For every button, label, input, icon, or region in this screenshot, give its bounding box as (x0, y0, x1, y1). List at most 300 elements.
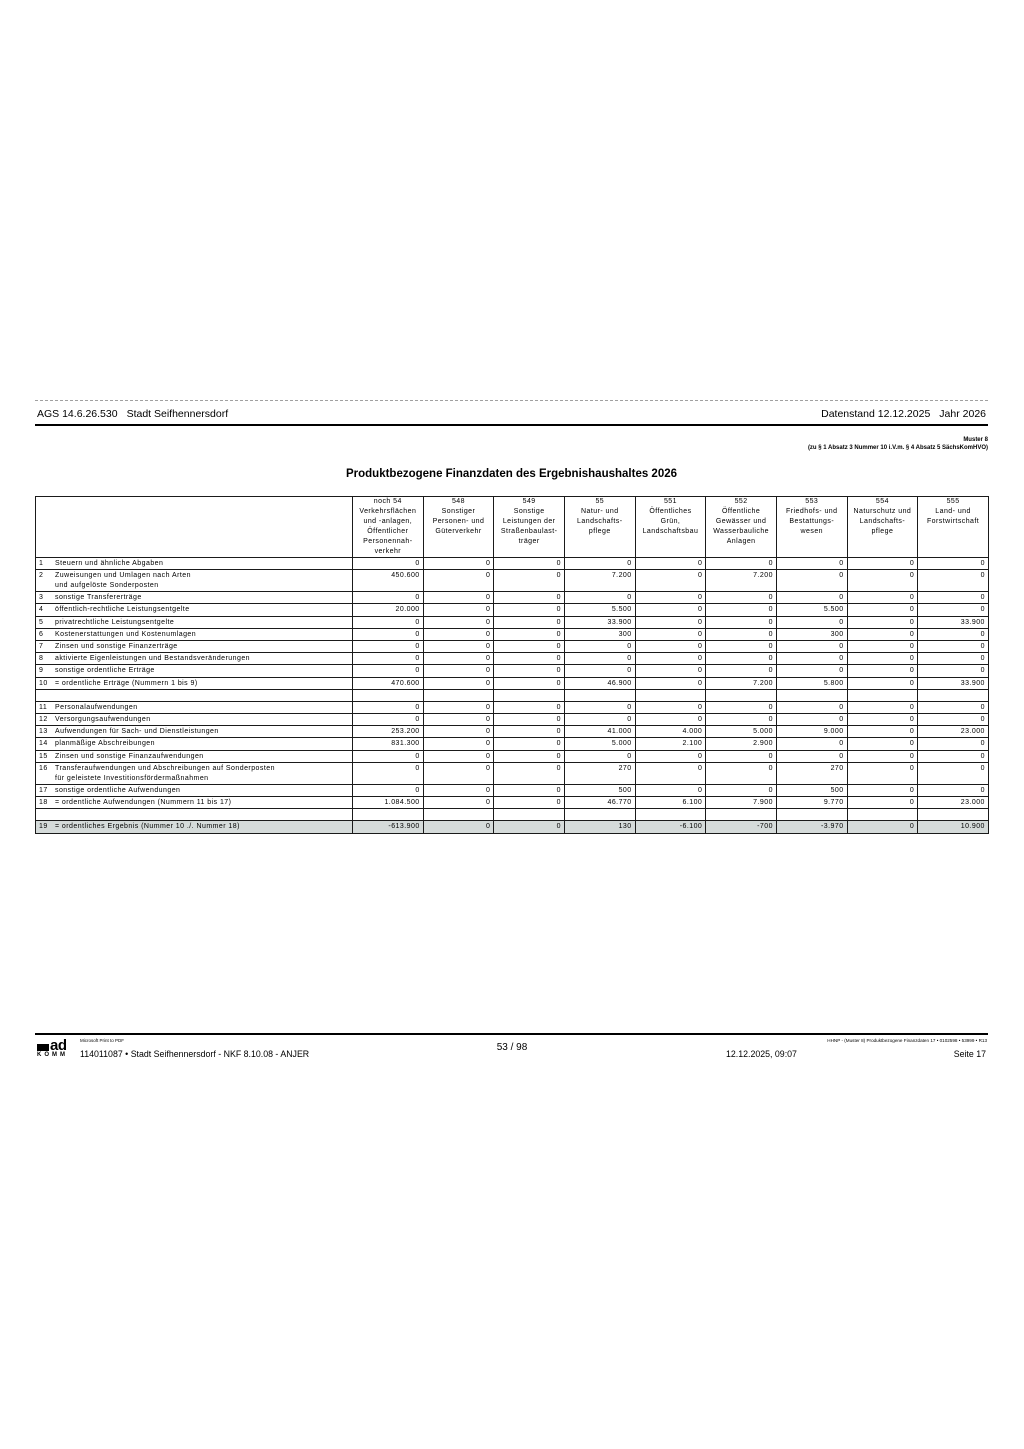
row-label-cell (36, 640, 353, 652)
table-row (36, 714, 989, 726)
value-cell: 450.600 (353, 570, 424, 592)
page-counter: 53 / 98 (496, 1042, 528, 1053)
value-cell: 5.800 (776, 677, 847, 689)
row-number: 3 (39, 594, 44, 602)
value-cell: 0 (918, 604, 989, 616)
column-header: 551 Öffentliches Grün, Landschaftsbau (635, 497, 706, 558)
value-cell: 46.770 (564, 797, 635, 809)
row-label: = ordentliches Ergebnis (Nummer 10 ./. Nummer 18) (55, 823, 240, 831)
value-cell: 0 (423, 592, 494, 604)
value-cell: 0 (353, 714, 424, 726)
value-cell: 0 (494, 726, 565, 738)
value-cell: 5.000 (706, 726, 777, 738)
value-cell: 0 (706, 665, 777, 677)
row-number: 2 (39, 572, 44, 580)
column-header: 549 Sonstige Leistungen der Straßenbaulast- träger (494, 497, 565, 558)
form-number: Muster 8 (963, 437, 988, 443)
value-cell: 130 (564, 821, 635, 833)
value-cell: 0 (847, 558, 918, 570)
value-cell: 300 (776, 628, 847, 640)
value-cell (635, 809, 706, 821)
value-cell: 41.000 (564, 726, 635, 738)
value-cell: 0 (353, 558, 424, 570)
value-cell: 0 (776, 653, 847, 665)
value-cell: 0 (564, 640, 635, 652)
row-label: aktivierte Eigenleistungen und Bestandsveränderungen (55, 655, 251, 663)
value-cell: 0 (706, 558, 777, 570)
row-number: 18 (39, 799, 48, 806)
column-header: 552 Öffentliche Gewässer und Wasserbauliche Anlagen (706, 497, 777, 558)
value-cell: 0 (847, 604, 918, 616)
value-cell: 23.000 (918, 797, 989, 809)
value-cell: 0 (776, 714, 847, 726)
value-cell: 0 (423, 726, 494, 738)
table-row (36, 677, 989, 689)
value-cell: 0 (494, 640, 565, 652)
table-row (36, 653, 989, 665)
top-dotted-rule (35, 400, 988, 401)
value-cell (635, 689, 706, 701)
ags-number: AGS 14.6.26.530 (37, 408, 118, 420)
row-label: Zinsen und sonstige Finanzerträge (55, 642, 178, 650)
column-header: 548 Sonstiger Personen- und Güterverkehr (423, 497, 494, 558)
value-cell: 831.300 (353, 738, 424, 750)
value-cell: 0 (423, 558, 494, 570)
value-cell: 0 (635, 714, 706, 726)
table-row (36, 665, 989, 677)
page-number: Seite 17 (953, 1049, 986, 1059)
table-row (36, 750, 989, 762)
value-cell: 0 (353, 665, 424, 677)
value-cell: 20.000 (353, 604, 424, 616)
value-cell: 0 (494, 714, 565, 726)
value-cell: 0 (494, 628, 565, 640)
value-cell: 5.500 (776, 604, 847, 616)
legal-reference: (zu § 1 Absatz 3 Nummer 10 i.V.m. § 4 Absatz 5 SächsKomHVO) (807, 445, 988, 451)
value-cell: 0 (353, 640, 424, 652)
value-cell (564, 689, 635, 701)
value-cell: 0 (918, 750, 989, 762)
value-cell: 0 (847, 784, 918, 796)
value-cell: 0 (423, 628, 494, 640)
row-label: privatrechtliche Leistungsentgelte (55, 618, 175, 626)
value-cell (706, 809, 777, 821)
value-cell: 0 (423, 616, 494, 628)
value-cell: 0 (847, 726, 918, 738)
logo-komm-text: KOMM (37, 1052, 68, 1058)
value-cell: 0 (494, 797, 565, 809)
table-body (36, 558, 989, 834)
value-cell: 300 (564, 628, 635, 640)
value-cell: -700 (706, 821, 777, 833)
value-cell: 0 (776, 750, 847, 762)
row-label: Personalaufwendungen (55, 703, 138, 711)
value-cell: 0 (564, 665, 635, 677)
row-label: Zuweisungen und Umlagen nach Arten und aufgelöste Sonderposten (55, 572, 191, 590)
value-cell: 0 (706, 592, 777, 604)
table-row (36, 701, 989, 713)
value-cell: 23.000 (918, 726, 989, 738)
value-cell (776, 809, 847, 821)
column-header: 555 Land- und Forstwirtschaft (918, 497, 989, 558)
value-cell: 0 (635, 628, 706, 640)
row-label-cell (36, 784, 353, 796)
value-cell: 0 (353, 701, 424, 713)
value-cell (423, 689, 494, 701)
value-cell: 0 (918, 701, 989, 713)
page-header-left (37, 408, 228, 421)
row-number: 8 (39, 655, 44, 663)
value-cell: 0 (847, 714, 918, 726)
value-cell: 0 (635, 570, 706, 592)
page-header (37, 408, 986, 421)
value-cell: 0 (353, 616, 424, 628)
value-cell: 0 (635, 604, 706, 616)
value-cell: 0 (494, 821, 565, 833)
page-header-right (821, 408, 986, 421)
logo-bar (37, 1044, 49, 1051)
value-cell: 0 (706, 784, 777, 796)
municipality-name: Stadt Seifhennersdorf (126, 408, 229, 420)
value-cell: 0 (494, 738, 565, 750)
value-cell: 0 (423, 653, 494, 665)
value-cell (564, 809, 635, 821)
table-row (36, 628, 989, 640)
value-cell: 0 (423, 570, 494, 592)
value-cell: 0 (494, 604, 565, 616)
row-label: = ordentliche Aufwendungen (Nummern 11 bis 17) (55, 799, 232, 806)
form-reference-block (808, 436, 988, 452)
value-cell: 0 (423, 784, 494, 796)
value-cell: 0 (847, 821, 918, 833)
value-cell: 0 (847, 616, 918, 628)
value-cell (494, 809, 565, 821)
value-cell: 0 (776, 738, 847, 750)
value-cell: 0 (423, 640, 494, 652)
value-cell: 0 (494, 616, 565, 628)
label-column-header (36, 497, 353, 558)
value-cell: 0 (423, 750, 494, 762)
row-label-cell (36, 701, 353, 713)
value-cell: 0 (847, 570, 918, 592)
row-label-cell (36, 665, 353, 677)
row-number: 17 (39, 786, 48, 794)
value-cell (706, 689, 777, 701)
value-cell: 0 (918, 653, 989, 665)
row-number: 13 (39, 728, 48, 736)
row-label-cell (36, 604, 353, 616)
value-cell: 0 (635, 784, 706, 796)
value-cell: 0 (776, 616, 847, 628)
value-cell: 0 (494, 558, 565, 570)
table-row (36, 726, 989, 738)
value-cell: 0 (706, 616, 777, 628)
row-label-cell (36, 653, 353, 665)
value-cell: 5.000 (564, 738, 635, 750)
row-label-cell (36, 821, 353, 833)
value-cell: 0 (494, 701, 565, 713)
row-label: sonstige Transfererträge (55, 594, 142, 602)
value-cell: 0 (776, 592, 847, 604)
row-label: Versorgungsaufwendungen (55, 716, 151, 724)
data-date: Datenstand 12.12.2025 (821, 408, 931, 420)
value-cell: 0 (776, 665, 847, 677)
row-label-cell (36, 592, 353, 604)
value-cell: 7.200 (706, 570, 777, 592)
value-cell: 6.100 (635, 797, 706, 809)
value-cell: 0 (564, 653, 635, 665)
row-label: = ordentliche Erträge (Nummern 1 bis 9) (55, 679, 198, 687)
row-label: Kostenerstattungen und Kostenumlagen (55, 630, 197, 638)
value-cell: 0 (635, 592, 706, 604)
row-label: planmäßige Abschreibungen (55, 740, 155, 748)
row-label-cell (36, 689, 353, 701)
value-cell: 4.000 (635, 726, 706, 738)
row-number: 1 (39, 560, 44, 567)
value-cell: 2.100 (635, 738, 706, 750)
value-cell: 0 (918, 592, 989, 604)
row-number: 9 (39, 667, 44, 675)
value-cell: 500 (564, 784, 635, 796)
value-cell: 0 (847, 738, 918, 750)
value-cell: -3.970 (776, 821, 847, 833)
document-id: 114011087 • Stadt Seifhennersdorf - NKF 8.10.08 - ANJER (80, 1049, 310, 1059)
table-row (36, 558, 989, 570)
value-cell: 0 (564, 701, 635, 713)
column-header: 55 Natur- und Landschafts- pflege (564, 497, 635, 558)
value-cell: 0 (918, 738, 989, 750)
value-cell (918, 809, 989, 821)
value-cell: 0 (353, 750, 424, 762)
value-cell: 0 (564, 714, 635, 726)
value-cell: 0 (847, 628, 918, 640)
row-label: Aufwendungen für Sach- und Dienstleistungen (55, 728, 219, 736)
value-cell (494, 689, 565, 701)
row-number: 16 (39, 764, 48, 772)
row-label: sonstige ordentliche Erträge (55, 667, 155, 675)
row-label: Steuern und ähnliche Abgaben (55, 560, 164, 567)
row-number: 5 (39, 618, 44, 626)
finance-table (35, 496, 989, 834)
value-cell: 0 (423, 821, 494, 833)
value-cell: 0 (776, 640, 847, 652)
value-cell: 0 (494, 762, 565, 784)
value-cell: 0 (847, 653, 918, 665)
row-label-cell (36, 570, 353, 592)
value-cell: 0 (635, 640, 706, 652)
value-cell: 0 (706, 701, 777, 713)
row-label-cell (36, 738, 353, 750)
value-cell: 10.900 (918, 821, 989, 833)
value-cell: 0 (706, 640, 777, 652)
value-cell: 0 (494, 665, 565, 677)
value-cell (353, 689, 424, 701)
value-cell: 253.200 (353, 726, 424, 738)
value-cell: 9.770 (776, 797, 847, 809)
table-row (36, 640, 989, 652)
value-cell: 33.900 (918, 616, 989, 628)
value-cell: 7.200 (564, 570, 635, 592)
value-cell: 0 (353, 784, 424, 796)
value-cell: 0 (494, 653, 565, 665)
value-cell: 0 (353, 592, 424, 604)
value-cell: 0 (635, 750, 706, 762)
table-row (36, 570, 989, 592)
form-reference-code: HHNP - (Muster 8) Produktbezogene Finanzdaten 17 • 0102598 • 53999 • R13 (827, 1038, 987, 1043)
column-header: noch 54 Verkehrsflächen und -anlagen, Öffentlicher Personennah- verkehr (353, 497, 424, 558)
value-cell: 0 (706, 714, 777, 726)
value-cell: 0 (353, 653, 424, 665)
budget-year: Jahr 2026 (939, 408, 986, 420)
row-label-cell (36, 677, 353, 689)
value-cell: 46.900 (564, 677, 635, 689)
column-header: 553 Friedhofs- und Bestattungs- wesen (776, 497, 847, 558)
value-cell: 0 (423, 762, 494, 784)
value-cell: 0 (494, 750, 565, 762)
header-rule (35, 424, 988, 426)
row-label-cell (36, 628, 353, 640)
row-number: 4 (39, 606, 44, 614)
value-cell: 0 (847, 677, 918, 689)
value-cell: 0 (635, 616, 706, 628)
row-label-cell (36, 750, 353, 762)
value-cell: 5.500 (564, 604, 635, 616)
value-cell: 0 (564, 592, 635, 604)
logo-ad-text: ad (50, 1037, 67, 1054)
value-cell: 0 (847, 665, 918, 677)
value-cell (353, 809, 424, 821)
value-cell: 0 (423, 665, 494, 677)
value-cell: 0 (918, 570, 989, 592)
value-cell: 0 (423, 797, 494, 809)
table-row (36, 738, 989, 750)
value-cell: 0 (776, 701, 847, 713)
row-number: 7 (39, 642, 44, 650)
value-cell: 0 (847, 640, 918, 652)
value-cell: 0 (635, 558, 706, 570)
row-label: Transferaufwendungen und Abschreibungen auf Sonderposten für geleistete Investitionsfördermaßnahmen (55, 764, 275, 782)
value-cell (423, 809, 494, 821)
value-cell: 0 (847, 701, 918, 713)
row-label-cell (36, 762, 353, 784)
value-cell: 0 (706, 628, 777, 640)
value-cell: 33.900 (918, 677, 989, 689)
value-cell: 0 (918, 558, 989, 570)
value-cell: 0 (353, 628, 424, 640)
value-cell: 2.900 (706, 738, 777, 750)
row-label-cell (36, 616, 353, 628)
row-label-cell (36, 714, 353, 726)
row-label: Zinsen und sonstige Finanzaufwendungen (55, 752, 204, 760)
table-row (36, 604, 989, 616)
value-cell: 0 (494, 784, 565, 796)
print-timestamp: 12.12.2025, 09:07 (726, 1049, 797, 1059)
value-cell: 270 (564, 762, 635, 784)
value-cell: 0 (706, 604, 777, 616)
value-cell: 0 (494, 570, 565, 592)
value-cell: 0 (635, 653, 706, 665)
row-label-cell (36, 797, 353, 809)
row-label: sonstige ordentliche Aufwendungen (55, 786, 181, 794)
table-row-empty (36, 689, 989, 701)
value-cell: 9.000 (776, 726, 847, 738)
value-cell: 0 (423, 738, 494, 750)
value-cell: 7.900 (706, 797, 777, 809)
value-cell: 0 (847, 762, 918, 784)
value-cell: 0 (635, 762, 706, 784)
value-cell: 0 (353, 762, 424, 784)
value-cell: 0 (918, 714, 989, 726)
value-cell: 0 (423, 714, 494, 726)
row-number: 19 (39, 823, 48, 831)
value-cell: 470.600 (353, 677, 424, 689)
value-cell: 0 (423, 701, 494, 713)
value-cell: 0 (776, 570, 847, 592)
logo-mark (37, 1037, 75, 1054)
value-cell: 0 (564, 750, 635, 762)
value-cell: 1.084.500 (353, 797, 424, 809)
column-header: 554 Naturschutz und Landschafts- pflege (847, 497, 918, 558)
row-number: 11 (39, 703, 48, 711)
row-label-cell (36, 558, 353, 570)
value-cell: -6.100 (635, 821, 706, 833)
table-head (36, 497, 989, 558)
table-row (36, 616, 989, 628)
footer-rule (35, 1033, 988, 1035)
value-cell: 0 (847, 592, 918, 604)
value-cell: 0 (635, 677, 706, 689)
value-cell: 0 (635, 701, 706, 713)
table-header-row (36, 497, 989, 558)
table-row-empty (36, 809, 989, 821)
value-cell: 270 (776, 762, 847, 784)
value-cell: 33.900 (564, 616, 635, 628)
table-row (36, 592, 989, 604)
table-row (36, 784, 989, 796)
value-cell (918, 689, 989, 701)
table-row (36, 821, 989, 833)
value-cell: 0 (918, 762, 989, 784)
value-cell: 0 (423, 677, 494, 689)
value-cell: 0 (847, 750, 918, 762)
value-cell: 500 (776, 784, 847, 796)
adkomm-logo (37, 1037, 75, 1059)
value-cell: 0 (776, 558, 847, 570)
value-cell: 0 (706, 750, 777, 762)
table-row (36, 797, 989, 809)
row-number: 12 (39, 716, 48, 724)
value-cell: 0 (847, 797, 918, 809)
row-label: öffentlich-rechtliche Leistungsentgelte (55, 606, 190, 614)
value-cell: 7.200 (706, 677, 777, 689)
value-cell: 0 (918, 628, 989, 640)
row-number: 10 (39, 679, 48, 687)
value-cell: 0 (635, 665, 706, 677)
value-cell: 0 (706, 762, 777, 784)
value-cell (847, 689, 918, 701)
value-cell: 0 (918, 784, 989, 796)
printer-name: Microsoft Print to PDF (80, 1038, 125, 1043)
row-number: 14 (39, 740, 48, 748)
value-cell (776, 689, 847, 701)
row-label-cell (36, 726, 353, 738)
table-row (36, 762, 989, 784)
value-cell: 0 (706, 653, 777, 665)
value-cell: 0 (423, 604, 494, 616)
value-cell: 0 (564, 558, 635, 570)
row-label-cell (36, 809, 353, 821)
value-cell: 0 (918, 640, 989, 652)
